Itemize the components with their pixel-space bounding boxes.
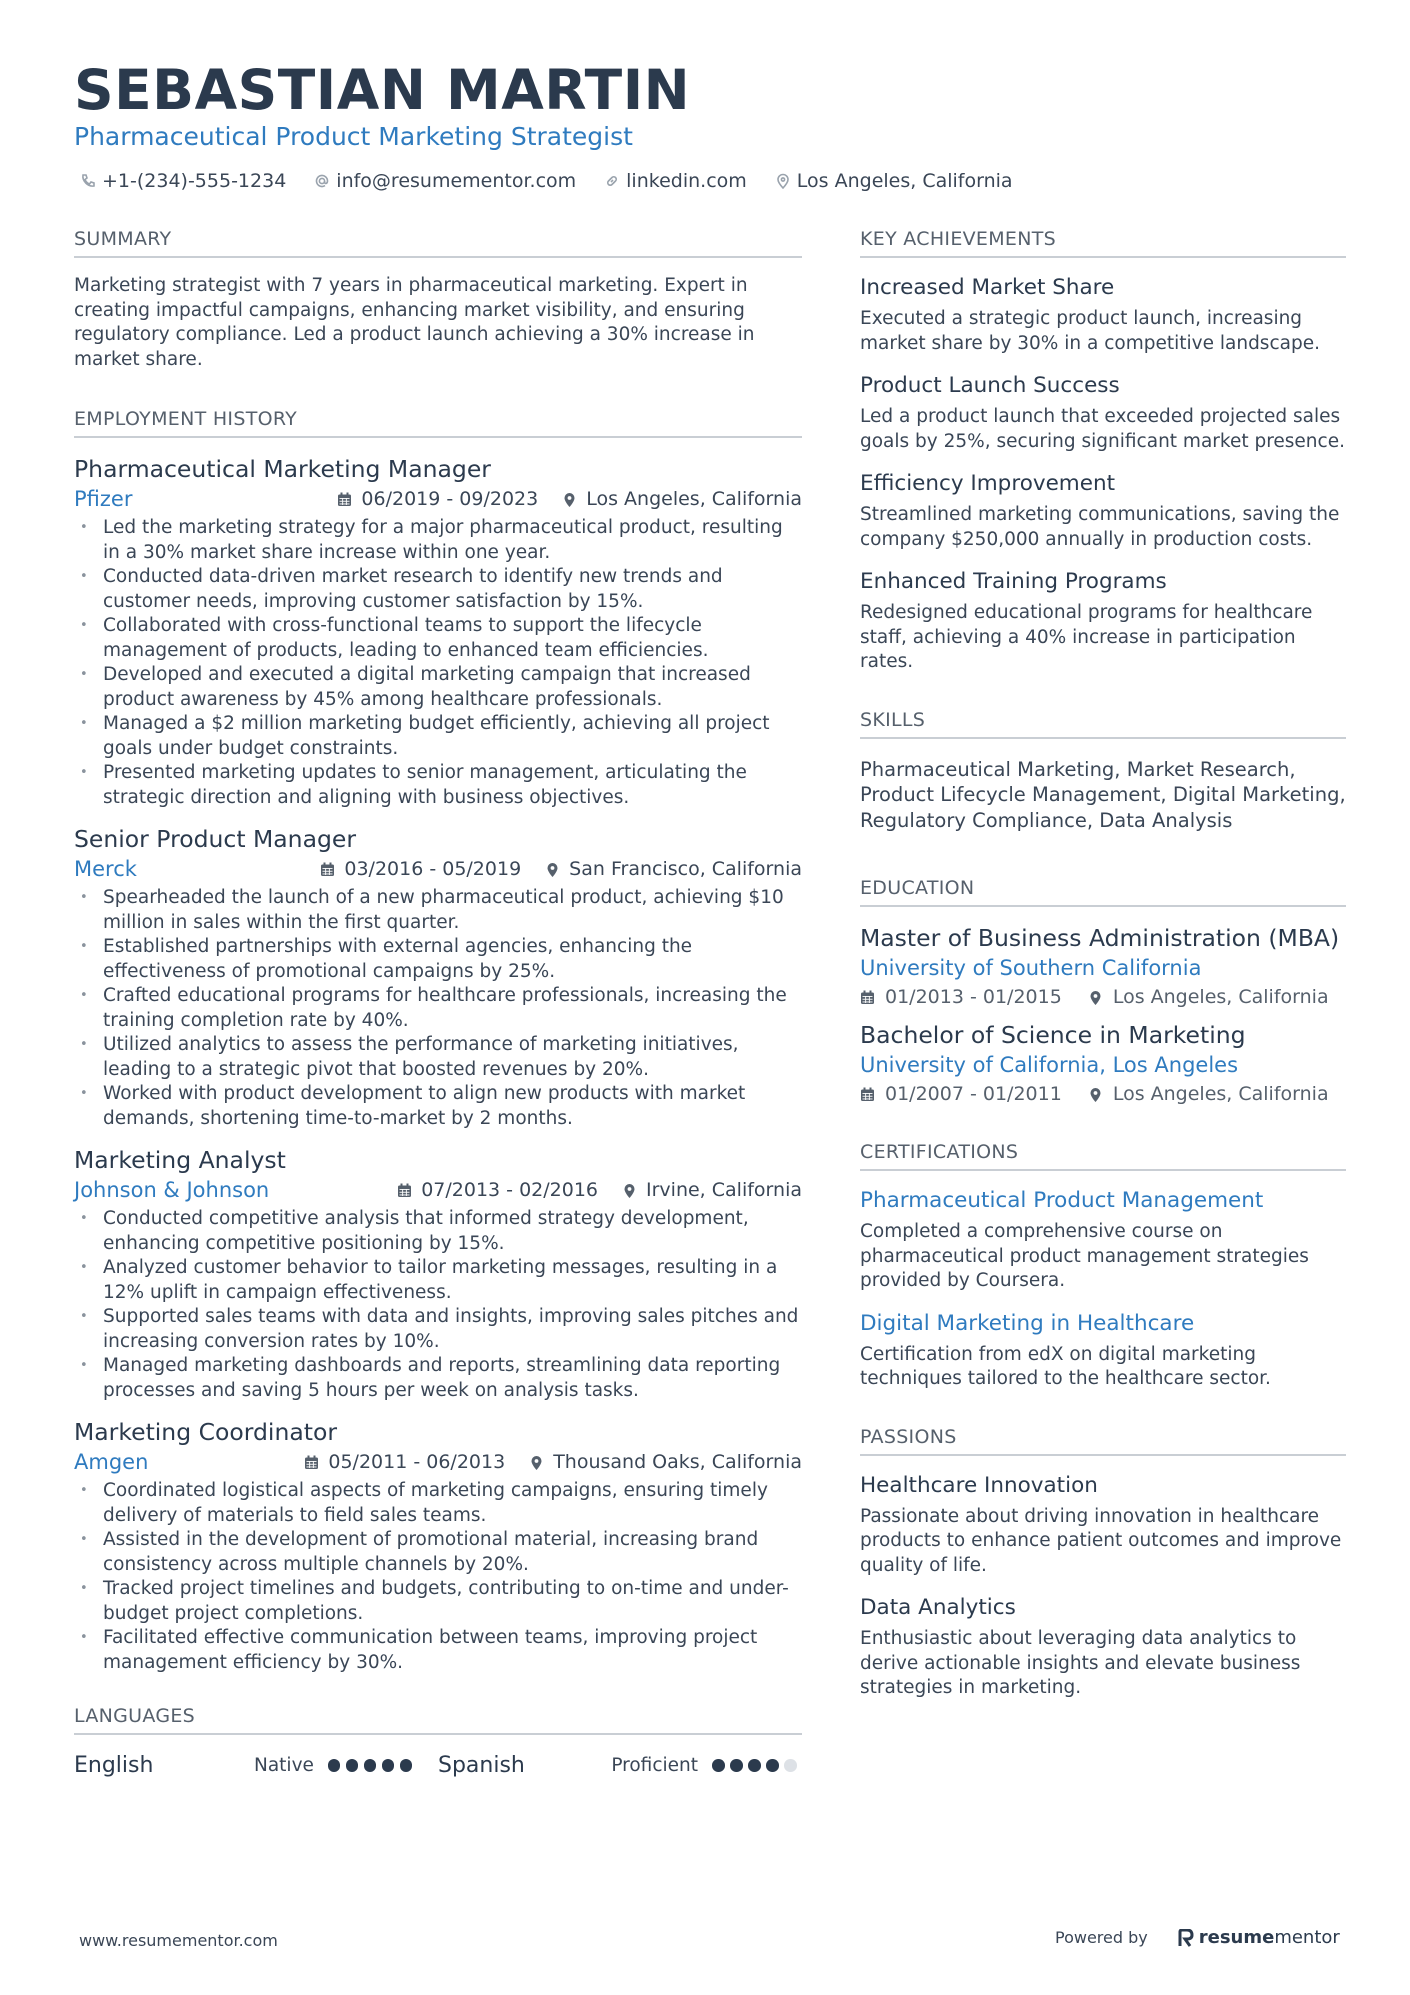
achievement-desc: Led a product launch that exceeded projected sales goals by 25%, securing significant market presence. bbox=[860, 406, 1345, 452]
phone-icon bbox=[80, 173, 96, 189]
right-column bbox=[860, 228, 1346, 1717]
contact-location bbox=[775, 170, 1013, 192]
certification-item bbox=[860, 1187, 1346, 1294]
job-dates bbox=[397, 1179, 598, 1201]
rating-dot bbox=[748, 1759, 761, 1772]
job-location bbox=[545, 858, 802, 880]
job-bullets bbox=[74, 1479, 802, 1675]
job-company: Amgen bbox=[74, 1450, 149, 1474]
education-dates bbox=[860, 1083, 1062, 1105]
passions-heading: PASSIONS bbox=[860, 1426, 1346, 1456]
calendar-icon bbox=[860, 1087, 875, 1102]
job-company: Merck bbox=[74, 857, 137, 881]
job-meta bbox=[74, 1450, 802, 1474]
job-bullet: • Established partnerships with external agencies, enhancing the effectiveness of promotional campaigns by 25%. bbox=[74, 935, 802, 984]
job-bullet: • Collaborated with cross-functional teams to support the lifecycle management of products, leading to enhanced team efficiencies. bbox=[74, 614, 802, 663]
job-bullets bbox=[74, 1207, 802, 1403]
achievement-title: Product Launch Success bbox=[860, 373, 1120, 398]
education-meta bbox=[860, 986, 1346, 1008]
achievements-heading: KEY ACHIEVEMENTS bbox=[860, 228, 1346, 258]
job-list bbox=[74, 454, 802, 1675]
job-bullet: • Tracked project timelines and budgets, contributing to on-time and under-budget project completions. bbox=[74, 1577, 802, 1626]
brand-rest: mentor bbox=[1274, 1927, 1340, 1948]
job-bullet: • Spearheaded the launch of a new pharmaceutical product, achieving $10 million in sales within the first quarter. bbox=[74, 886, 802, 935]
language-rating bbox=[712, 1759, 802, 1772]
candidate-name: SEBASTIAN MARTIN bbox=[74, 58, 691, 122]
calendar-icon bbox=[320, 862, 335, 877]
job-meta-right bbox=[304, 1451, 802, 1473]
phone-text: +1-(234)-555-1234 bbox=[102, 170, 287, 192]
job-company: Johnson & Johnson bbox=[74, 1178, 270, 1202]
certification-item bbox=[860, 1310, 1346, 1392]
job-title: Pharmaceutical Marketing Manager bbox=[74, 455, 491, 483]
achievement-title: Enhanced Training Programs bbox=[860, 569, 1167, 594]
rating-dot bbox=[730, 1759, 743, 1772]
calendar-icon bbox=[304, 1455, 319, 1470]
job-location-text: San Francisco, California bbox=[569, 858, 802, 880]
rating-dot bbox=[346, 1759, 359, 1772]
link-icon bbox=[604, 173, 620, 189]
job-entry bbox=[74, 1145, 802, 1403]
job-bullet: • Crafted educational programs for healthcare professionals, increasing the training completion rate by 40%. bbox=[74, 984, 802, 1033]
job-location bbox=[529, 1451, 802, 1473]
education-location bbox=[1088, 1083, 1329, 1105]
job-bullet: • Coordinated logistical aspects of marketing campaigns, ensuring timely delivery of materials to field sales teams. bbox=[74, 1479, 802, 1528]
location-pin-icon bbox=[545, 862, 560, 877]
education-school: University of California, Los Angeles bbox=[860, 1053, 1239, 1077]
passion-desc: Passionate about driving innovation in healthcare products to enhance patient outcomes and improve quality of life. bbox=[860, 1505, 1342, 1576]
education-list bbox=[860, 923, 1346, 1105]
job-bullet: • Developed and executed a digital marketing campaign that increased product awareness by 45% among healthcare professionals. bbox=[74, 663, 802, 712]
job-meta-right bbox=[397, 1179, 802, 1201]
powered-by-text: Powered by bbox=[1055, 1928, 1148, 1947]
skills-heading: SKILLS bbox=[860, 709, 1346, 739]
job-location-text: Irvine, California bbox=[646, 1179, 802, 1201]
job-entry bbox=[74, 824, 802, 1131]
language-name: Spanish bbox=[438, 1753, 525, 1778]
rating-dot bbox=[382, 1759, 395, 1772]
language-item bbox=[438, 1753, 802, 1778]
location-pin-icon bbox=[529, 1455, 544, 1470]
education-heading: EDUCATION bbox=[860, 877, 1346, 907]
achievement-desc: Executed a strategic product launch, increasing market share by 30% in a competitive landscape. bbox=[860, 308, 1320, 354]
employment-heading: EMPLOYMENT HISTORY bbox=[74, 408, 802, 438]
passion-title: Data Analytics bbox=[860, 1595, 1016, 1620]
education-item bbox=[860, 1020, 1346, 1105]
achievement-item bbox=[860, 568, 1346, 675]
job-bullet: • Managed a $2 million marketing budget efficiently, achieving all project goals under budget constraints. bbox=[74, 712, 802, 761]
job-location-text: Los Angeles, California bbox=[586, 488, 802, 510]
location-text: Los Angeles, California bbox=[796, 170, 1013, 192]
job-meta bbox=[74, 1178, 802, 1202]
certification-desc: Certification from edX on digital marketing techniques tailored to the healthcare sector. bbox=[860, 1343, 1271, 1389]
education-location bbox=[1088, 986, 1329, 1008]
footer-website: www.resumementor.com bbox=[79, 1931, 278, 1950]
left-column bbox=[74, 228, 802, 1778]
education-degree: Master of Business Administration (MBA) bbox=[860, 924, 1340, 952]
education-location-text: Los Angeles, California bbox=[1112, 986, 1329, 1008]
rating-dot bbox=[784, 1759, 797, 1772]
contact-linkedin bbox=[604, 170, 747, 192]
location-pin-icon bbox=[1088, 1087, 1103, 1102]
job-dates-text: 05/2011 - 06/2013 bbox=[328, 1451, 506, 1473]
summary-text: Marketing strategist with 7 years in pharmaceutical marketing. Expert in creating impactful campaigns, enhancing market visibility, and ensuring regulatory compliance. Led a product launch achieving a 30% increase in market share. bbox=[74, 275, 755, 370]
passion-desc: Enthusiastic about leveraging data analytics to derive actionable insights and elevate business strategies in marketing. bbox=[860, 1628, 1301, 1698]
rating-dot bbox=[364, 1759, 377, 1772]
brand-bold: resume bbox=[1198, 1927, 1275, 1948]
job-title: Marketing Analyst bbox=[74, 1146, 286, 1174]
job-bullets bbox=[74, 516, 802, 810]
job-meta bbox=[74, 487, 802, 511]
job-dates bbox=[320, 858, 521, 880]
location-pin-icon bbox=[622, 1183, 637, 1198]
location-pin-icon bbox=[1088, 990, 1103, 1005]
job-bullet: • Conducted data-driven market research to identify new trends and customer needs, improving customer satisfaction by 15%. bbox=[74, 565, 802, 614]
linkedin-text: linkedin.com bbox=[626, 170, 747, 192]
job-bullet: • Assisted in the development of promotional material, increasing brand consistency across multiple channels by 20%. bbox=[74, 1528, 802, 1577]
rating-dot bbox=[328, 1759, 341, 1772]
job-meta bbox=[74, 857, 802, 881]
rating-dot bbox=[400, 1759, 413, 1772]
rating-dot bbox=[712, 1759, 725, 1772]
job-bullet: • Analyzed customer behavior to tailor marketing messages, resulting in a 12% uplift in campaign effectiveness. bbox=[74, 1256, 802, 1305]
language-level: Native bbox=[254, 1755, 314, 1776]
education-item bbox=[860, 923, 1346, 1008]
summary-heading: SUMMARY bbox=[74, 228, 802, 258]
certification-title: Pharmaceutical Product Management bbox=[860, 1188, 1264, 1213]
job-dates-text: 06/2019 - 09/2023 bbox=[361, 488, 539, 510]
calendar-icon bbox=[860, 990, 875, 1005]
certification-desc: Completed a comprehensive course on pharmaceutical product management strategies provided by Coursera. bbox=[860, 1221, 1309, 1291]
job-location-text: Thousand Oaks, California bbox=[553, 1451, 802, 1473]
job-location bbox=[622, 1179, 802, 1201]
language-item bbox=[74, 1753, 438, 1778]
achievement-desc: Streamlined marketing communications, saving the company $250,000 annually in production costs. bbox=[860, 504, 1340, 550]
job-bullet: • Utilized analytics to assess the performance of marketing initiatives, leading to a strategic pivot that boosted revenues by 20%. bbox=[74, 1033, 802, 1082]
passion-item bbox=[860, 1472, 1346, 1579]
education-dates bbox=[860, 986, 1062, 1008]
certification-list bbox=[860, 1187, 1346, 1392]
job-bullet: • Presented marketing updates to senior management, articulating the strategic direction and aligning with business objectives. bbox=[74, 761, 802, 810]
contact-phone bbox=[80, 170, 286, 192]
job-bullets bbox=[74, 886, 802, 1131]
language-name: English bbox=[74, 1753, 154, 1778]
achievement-item bbox=[860, 372, 1346, 454]
achievement-title: Increased Market Share bbox=[860, 275, 1115, 300]
job-bullet: • Conducted competitive analysis that informed strategy development, enhancing competitive positioning by 15%. bbox=[74, 1207, 802, 1256]
education-degree: Bachelor of Science in Marketing bbox=[860, 1021, 1246, 1049]
certifications-heading: CERTIFICATIONS bbox=[860, 1141, 1346, 1171]
job-company: Pfizer bbox=[74, 487, 133, 511]
resumementor-logo bbox=[1178, 1927, 1340, 1948]
job-location bbox=[562, 488, 802, 510]
job-bullet: • Led the marketing strategy for a major pharmaceutical product, resulting in a 30% market share increase within one year. bbox=[74, 516, 802, 565]
skills-text: Pharmaceutical Marketing, Market Research, Product Lifecycle Management, Digital Marketing, Regulatory Compliance, Data Analysis bbox=[860, 757, 1346, 832]
at-icon bbox=[314, 173, 330, 189]
education-meta bbox=[860, 1083, 1346, 1105]
job-dates bbox=[337, 488, 538, 510]
language-list bbox=[74, 1753, 802, 1778]
language-rating bbox=[328, 1759, 418, 1772]
passion-title: Healthcare Innovation bbox=[860, 1472, 1098, 1498]
job-bullet: • Worked with product development to align new products with market demands, shortening time-to-market by 2 months. bbox=[74, 1082, 802, 1131]
job-title: Senior Product Manager bbox=[74, 825, 357, 853]
passion-item bbox=[860, 1594, 1346, 1701]
job-meta-right bbox=[320, 858, 802, 880]
job-dates-text: 03/2016 - 05/2019 bbox=[344, 858, 522, 880]
job-meta-right bbox=[337, 488, 802, 510]
rating-dot bbox=[766, 1759, 779, 1772]
achievement-list bbox=[860, 274, 1346, 675]
languages-heading: LANGUAGES bbox=[74, 1705, 802, 1735]
education-location-text: Los Angeles, California bbox=[1112, 1083, 1329, 1105]
achievement-desc: Redesigned educational programs for healthcare staff, achieving a 40% increase in participation rates. bbox=[860, 602, 1313, 672]
passion-list bbox=[860, 1472, 1346, 1701]
achievement-title: Efficiency Improvement bbox=[860, 471, 1116, 496]
calendar-icon bbox=[397, 1183, 412, 1198]
job-bullet: • Facilitated effective communication between teams, improving project management efficiency by 30%. bbox=[74, 1626, 802, 1675]
job-bullet: • Supported sales teams with data and insights, improving sales pitches and increasing conversion rates by 10%. bbox=[74, 1305, 802, 1354]
location-pin-icon bbox=[562, 492, 577, 507]
contact-bar bbox=[80, 170, 1041, 192]
job-dates-text: 07/2013 - 02/2016 bbox=[421, 1179, 599, 1201]
language-level: Proficient bbox=[611, 1755, 698, 1776]
calendar-icon bbox=[337, 492, 352, 507]
job-dates bbox=[304, 1451, 505, 1473]
certification-title: Digital Marketing in Healthcare bbox=[860, 1310, 1195, 1336]
achievement-item bbox=[860, 470, 1346, 552]
achievement-item bbox=[860, 274, 1346, 356]
education-dates-text: 01/2013 - 01/2015 bbox=[885, 986, 1062, 1008]
job-entry bbox=[74, 1417, 802, 1675]
footer-brand bbox=[1055, 1927, 1340, 1948]
job-title: Marketing Coordinator bbox=[74, 1418, 337, 1446]
education-dates-text: 01/2007 - 01/2011 bbox=[885, 1083, 1062, 1105]
candidate-title: Pharmaceutical Product Marketing Strategist bbox=[74, 122, 633, 151]
contact-email bbox=[314, 170, 576, 192]
location-pin-icon bbox=[775, 173, 791, 189]
email-text: info@resumementor.com bbox=[336, 170, 577, 192]
education-school: University of Southern California bbox=[860, 956, 1202, 980]
resumementor-logo-icon bbox=[1178, 1929, 1194, 1947]
job-entry bbox=[74, 454, 802, 810]
job-bullet: • Managed marketing dashboards and reports, streamlining data reporting processes and saving 5 hours per week on analysis tasks. bbox=[74, 1354, 802, 1403]
